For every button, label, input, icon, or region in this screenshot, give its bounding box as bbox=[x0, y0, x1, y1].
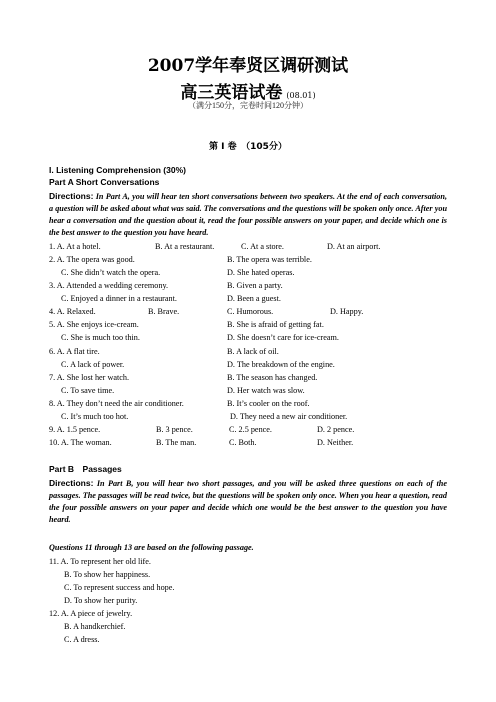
q10-option-d: D. Neither. bbox=[317, 438, 354, 447]
q1-option-c: C. At a store. bbox=[241, 242, 284, 251]
q9-option-d: D. 2 pence. bbox=[317, 425, 355, 434]
q5-option-c: C. She is much too thin. bbox=[61, 333, 140, 342]
q12-option-b: B. A handkerchief. bbox=[64, 622, 126, 631]
directions-text: In Part B, you will hear two short passages, and you will be asked three questions on each of the passages. The passages will be read twice, but the questions will be spoken only once. When you hear a question, read the four possible answers on your paper and decide which one would be the best answer to the question you have heard. bbox=[49, 479, 447, 524]
q2-option-a: 2. A. The opera was good. bbox=[49, 255, 135, 264]
q7-option-a: 7. A. She lost her watch. bbox=[49, 373, 130, 382]
q9-option-b: B. 3 pence. bbox=[156, 425, 193, 434]
q10-option-a: 10. A. The woman. bbox=[49, 438, 112, 447]
q10-option-c: C. Both. bbox=[229, 438, 257, 447]
q9-option-c: C. 2.5 pence. bbox=[229, 425, 272, 434]
q2-option-c: C. She didn’t watch the opera. bbox=[61, 268, 161, 277]
volume-heading: 第 I 卷 （105分） bbox=[209, 142, 287, 152]
q9-option-a: 9. A. 1.5 pence. bbox=[49, 425, 101, 434]
q8-option-a: 8. A. They don’t need the air conditioner. bbox=[49, 399, 184, 408]
directions-text: In Part A, you will hear ten short conversations between two speakers. At the end of each conversation, a question will be asked about what was said. The conversations and the questions will be spoken only once. After you hear a conversation and the question about it, read the four possible answers on your paper, and decide which one is the best answer to the question you have heard. bbox=[49, 192, 447, 237]
q10-option-b: B. The man. bbox=[156, 438, 197, 447]
q11-option-b: B. To show her happiness. bbox=[64, 570, 151, 579]
q4-option-d: D. Happy. bbox=[330, 307, 364, 316]
q6-option-d: D. The breakdown of the engine. bbox=[227, 360, 335, 369]
q2-option-d: D. She hated operas. bbox=[227, 268, 295, 277]
q1-option-b: B. At a restaurant. bbox=[155, 242, 215, 251]
q7-option-c: C. To save time. bbox=[61, 386, 115, 395]
part-b-directions bbox=[49, 477, 447, 526]
q7-option-d: D. Her watch was slow. bbox=[227, 386, 305, 395]
section-heading: I. Listening Comprehension (30%) bbox=[49, 165, 186, 175]
q8-option-c: C. It’s much too hot. bbox=[61, 412, 129, 421]
q12-option-c: C. A dress. bbox=[64, 635, 100, 644]
exam-title: 2007学年奉贤区调研测试 bbox=[147, 56, 349, 76]
subtitle-text: 高三英语试卷 bbox=[180, 83, 283, 103]
q3-option-d: D. Been a guest. bbox=[227, 294, 281, 303]
part-a-heading: Part A Short Conversations bbox=[49, 177, 160, 187]
directions-label: Directions: bbox=[49, 191, 94, 201]
directions-label: Directions: bbox=[49, 478, 94, 488]
q7-option-b: B. The season has changed. bbox=[227, 373, 318, 382]
q5-option-a: 5. A. She enjoys ice-cream. bbox=[49, 320, 139, 329]
q4-option-b: B. Brave. bbox=[148, 307, 180, 316]
q11-option-c: C. To represent success and hope. bbox=[64, 583, 175, 592]
q8-option-b: B. It’s cooler on the roof. bbox=[227, 399, 310, 408]
q6-option-b: B. A lack of oil. bbox=[227, 347, 279, 356]
q3-option-a: 3. A. Attended a wedding ceremony. bbox=[49, 281, 169, 290]
q11-option-d: D. To show her purity. bbox=[64, 596, 138, 605]
q5-option-d: D. She doesn’t care for ice-cream. bbox=[227, 333, 339, 342]
part-b-heading: Part B Passages bbox=[49, 464, 122, 474]
q5-option-b: B. She is afraid of getting fat. bbox=[227, 320, 324, 329]
q3-option-b: B. Given a party. bbox=[227, 281, 283, 290]
passage-intro: Questions 11 through 13 are based on the following passage. bbox=[49, 543, 254, 552]
part-a-directions bbox=[49, 190, 447, 239]
q4-option-c: C. Humorous. bbox=[227, 307, 274, 316]
q6-option-c: C. A lack of power. bbox=[61, 360, 125, 369]
q12-option-a: 12. A. A piece of jewelry. bbox=[49, 609, 133, 618]
score-time-note: （满分150分，完卷时间120分钟） bbox=[188, 101, 308, 110]
q1-option-a: 1. A. At a hotel. bbox=[49, 242, 101, 251]
q4-option-a: 4. A. Relaxed. bbox=[49, 307, 96, 316]
q3-option-c: C. Enjoyed a dinner in a restaurant. bbox=[61, 294, 177, 303]
q2-option-b: B. The opera was terrible. bbox=[227, 255, 312, 264]
q8-option-d: D. They need a new air conditioner. bbox=[230, 412, 348, 421]
q6-option-a: 6. A. A flat tire. bbox=[49, 347, 100, 356]
exam-date: (08.01) bbox=[286, 91, 316, 100]
q11-option-a: 11. A. To represent her old life. bbox=[49, 557, 151, 566]
q1-option-d: D. At an airport. bbox=[327, 242, 381, 251]
